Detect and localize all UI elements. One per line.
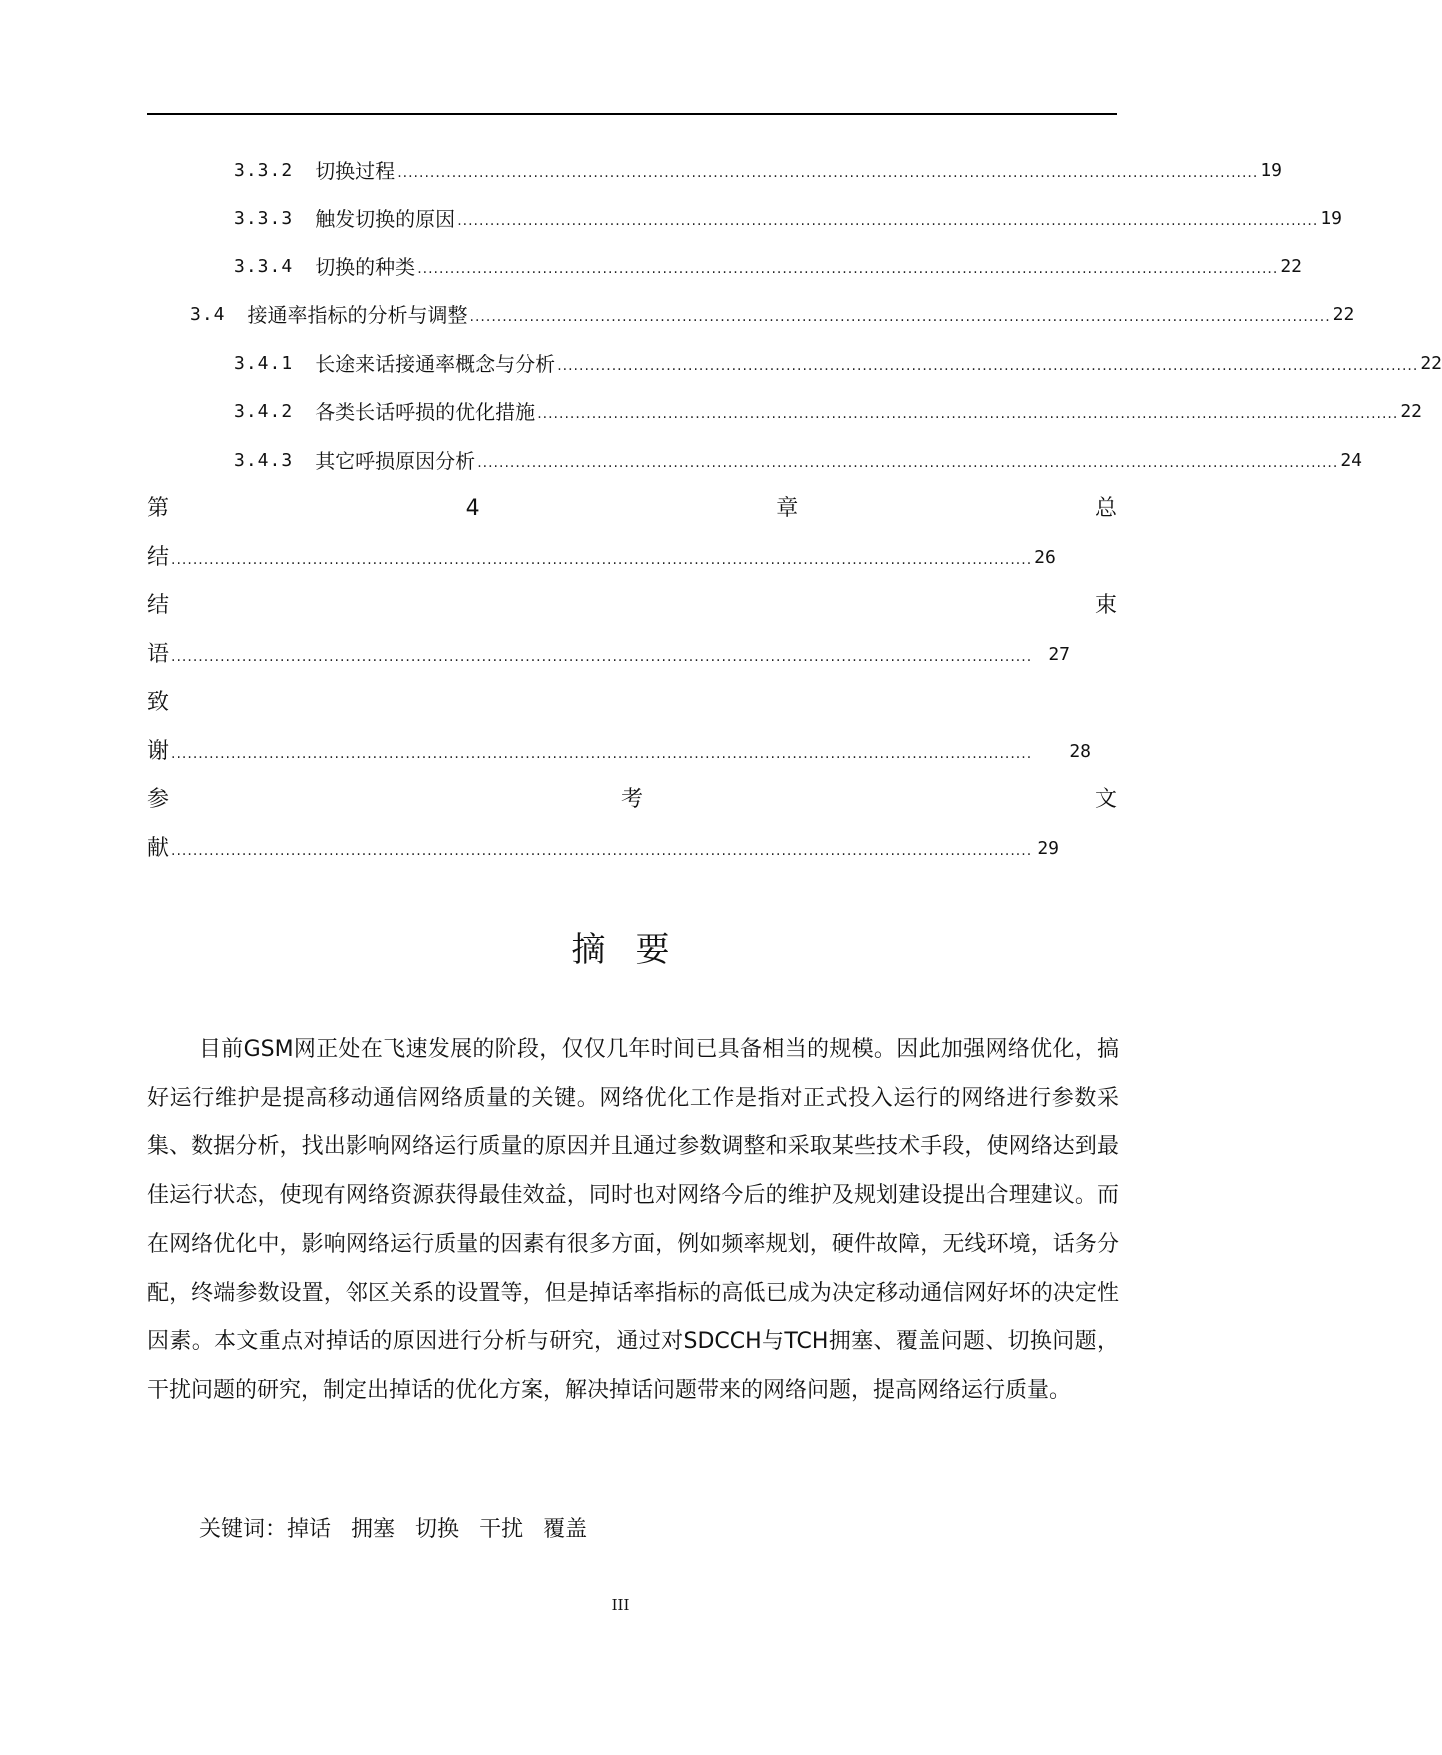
toc-entry-3-4-1[interactable] — [234, 349, 1442, 379]
toc-char: 文 — [1094, 787, 1117, 812]
toc-entry-title: 长途来话接通率概念与分析 — [315, 352, 556, 376]
toc-entry-number: 3.4.3 — [234, 450, 294, 471]
toc-entry-page: 22 — [1420, 353, 1442, 374]
toc-entry-3-4-3[interactable] — [234, 446, 1363, 476]
toc-entry-number: 3.3.4 — [234, 256, 294, 277]
toc-char: 4 — [465, 496, 480, 521]
toc-leader-dots: .............................................................................................................................................................. — [171, 649, 1033, 665]
toc-leader-dots: .............................................................................................................................................................. — [477, 455, 1339, 471]
toc-leader-dots: .............................................................................................................................................................. — [171, 843, 1033, 859]
toc-conclusion-line1[interactable] — [147, 591, 1117, 621]
toc-char: 参 — [147, 787, 170, 812]
toc-char: 束 — [1094, 593, 1117, 618]
toc-char: 章 — [776, 496, 799, 521]
keyword: 覆盖 — [543, 1517, 588, 1542]
toc-leader-dots: .............................................................................................................................................................. — [397, 165, 1259, 181]
toc-chapter4-line1[interactable] — [147, 494, 1117, 524]
keyword: 掉话 — [287, 1517, 332, 1542]
toc-leader-dots: .............................................................................................................................................................. — [171, 552, 1033, 568]
keyword: 干扰 — [479, 1517, 524, 1542]
toc-char: 结 — [147, 593, 170, 618]
toc-char: 致 — [147, 690, 170, 715]
keyword: 切换 — [415, 1517, 460, 1542]
toc-chapter4-line2[interactable] — [147, 543, 1056, 573]
toc-entry-number: 3.4.1 — [234, 353, 294, 374]
toc-conclusion-line2[interactable] — [147, 640, 1070, 670]
toc-char: 第 — [147, 496, 170, 521]
toc-entry-page: 29 — [1037, 838, 1059, 859]
abstract-title: 摘要 — [571, 930, 700, 970]
toc-leader-dots: .............................................................................................................................................................. — [457, 213, 1319, 229]
toc-thanks-line2[interactable] — [147, 737, 1091, 767]
toc-entry-title: 其它呼损原因分析 — [315, 449, 476, 473]
toc-entry-number: 3.4 — [190, 304, 226, 325]
toc-leader-dots: .............................................................................................................................................................. — [557, 358, 1419, 374]
toc-char: 结 — [147, 545, 170, 570]
keywords-label: 关键词： — [199, 1517, 288, 1542]
toc-thanks-line1[interactable] — [147, 688, 1117, 718]
keyword: 拥塞 — [351, 1517, 396, 1542]
toc-char: 献 — [147, 836, 170, 861]
toc-entry-page: 22 — [1280, 256, 1303, 277]
toc-entry-number: 3.4.2 — [234, 401, 294, 422]
abstract-body: 目前GSM网正处在飞速发展的阶段，仅仅几年时间已具备相当的规模。因此加强网络优化，搞好运行维护是提高移动通信网络质量的关键。网络优化工作是指对正式投入运行的网络进行参数采集、数据分析，找出影响网络运行质量的原因并且通过参数调整和采取某些技术手段，使网络达到最佳运行状态，使现有网络资源获得最佳效益，同时也对网络今后的维护及规划建设提出合理建议。而在网络优化中，影响网络运行质量的因素有很多方面，例如频率规划，硬件故障，无线环境，话务分配，终端参数设置，邻区关系的设置等，但是掉话率指标的高低已成为决定移动通信网好坏的决定性因素。本文重点对掉话的原因进行分析与研究，通过对SDCCH与TCH拥塞、覆盖问题、切换问题，干扰问题的研究，制定出掉话的优化方案，解决掉话问题带来的网络问题，提高网络运行质量。 — [147, 1037, 1119, 1403]
toc-references-line2[interactable] — [147, 834, 1059, 864]
keywords-line — [199, 1510, 607, 1550]
header-rule — [147, 113, 1117, 115]
page-number: III — [611, 1596, 630, 1614]
toc-char: 语 — [147, 642, 170, 667]
toc-entry-page: 27 — [1048, 644, 1070, 665]
toc-entry-3-3-2[interactable] — [234, 156, 1283, 186]
toc-leader-dots: .............................................................................................................................................................. — [469, 309, 1331, 325]
toc-leader-dots: .............................................................................................................................................................. — [417, 261, 1279, 277]
toc-entry-page: 22 — [1332, 304, 1355, 325]
toc-entry-3-4[interactable] — [190, 300, 1355, 330]
toc-entry-page: 22 — [1400, 401, 1423, 422]
toc-entry-number: 3.3.3 — [234, 208, 294, 229]
toc-entry-page: 24 — [1340, 450, 1363, 471]
toc-entry-page: 28 — [1069, 741, 1091, 762]
toc-entry-title: 切换的种类 — [315, 255, 416, 279]
toc-char: 谢 — [147, 739, 170, 764]
toc-entry-title: 接通率指标的分析与调整 — [247, 303, 468, 327]
toc-leader-dots: .............................................................................................................................................................. — [171, 746, 1033, 762]
toc-entry-3-3-3[interactable] — [234, 204, 1343, 234]
toc-char: 总 — [1094, 496, 1117, 521]
toc-entry-title: 触发切换的原因 — [315, 207, 456, 231]
toc-entry-title: 切换过程 — [315, 159, 396, 183]
toc-references-line1[interactable] — [147, 785, 1117, 815]
toc-char: 考 — [620, 787, 643, 812]
toc-entry-page: 19 — [1260, 160, 1283, 181]
toc-leader-dots: .............................................................................................................................................................. — [537, 406, 1399, 422]
toc-entry-title: 各类长话呼损的优化措施 — [315, 400, 536, 424]
toc-entry-page: 26 — [1034, 547, 1056, 568]
toc-entry-3-4-2[interactable] — [234, 397, 1423, 427]
toc-entry-number: 3.3.2 — [234, 160, 294, 181]
toc-entry-page: 19 — [1320, 208, 1343, 229]
toc-entry-3-3-4[interactable] — [234, 252, 1303, 282]
